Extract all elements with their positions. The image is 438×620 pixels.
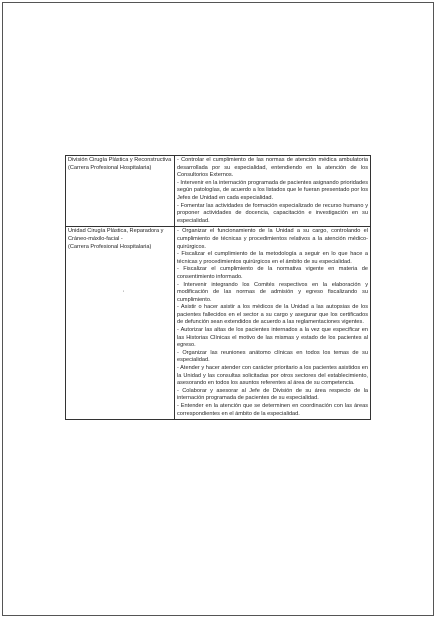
duty-item: - Organizar las reuniones anátomo clínicas en todos los temas de su especialidad.	[177, 349, 368, 364]
unit-name: División Cirugía Plástica y Reconstructiva	[68, 157, 172, 163]
duty-item: - Autorizar las altas de los pacientes internados a la vez que especificar en las Historias Clínicas el motivo de las mismas y estado de los pacientes al egreso.	[177, 327, 368, 349]
duty-item: - Colaborar y asesorar al Jefe de División de su área respecto de la internación programada de pacientes de su especialidad.	[177, 387, 368, 402]
duties-cell	[175, 156, 371, 227]
duty-item: - Controlar el cumplimiento de las normas de atención médica ambulatoria desarrollada por su especialidad, entendiendo en la atención de los Consultorios Externos.	[177, 157, 368, 179]
unit-career: (Carrera Profesional Hospitalaria)	[68, 243, 152, 250]
duty-item: - Fomentar las actividades de formación especializado de recurso humano y proponer actividades de docencia, capacitación e investigación en su especialidad.	[177, 202, 368, 224]
unit-name-cell	[66, 156, 175, 227]
scan-mark: '	[123, 291, 125, 297]
table-row	[66, 156, 371, 227]
table-row	[66, 227, 371, 420]
duty-item: - Intervenir en la internación programada de pacientes asignando prioridades según patologías, de acuerdo a los listados que le fueran presentado por los Jefes de Unidad en cada especialidad.	[177, 179, 368, 201]
unit-career: (Carrera Profesional Hospitalaria)	[68, 164, 152, 171]
duty-item: - Entender en la atención que se determinen en coordinación con las áreas correspondientes en el ámbito de la especialidad.	[177, 403, 368, 417]
unit-name: Unidad Cirugía Plástica, Reparadora y Cráneo-máxilo-facial -	[68, 228, 164, 242]
duty-item: - Atender y hacer atender con carácter prioritario a los pacientes asistidos en la Unidad y las consultas solicitadas por otros sectores del establecimiento, asesorando en todos los asuntos referentes al área de su competencia.	[177, 365, 368, 387]
functions-table	[65, 155, 371, 420]
duty-item: - Organizar el funcionamiento de la Unidad a su cargo, controlando el cumplimiento de técnicas y procedimientos relativos a la atención médico-quirúrgicos.	[177, 228, 368, 250]
duty-item: - Asistir o hacer asistir a los médicos de la Unidad a las autopsias de los pacientes fallecidos en el sector a su cargo y asegurar que los certificados de defunción sean extendidos de acuerdo a las reglamentaciones vigentes.	[177, 304, 368, 326]
duty-item: - Intervenir integrando los Comités respectivos en la elaboración y modificación de las normas de admisión y egreso fiscalizando su cumplimiento.	[177, 281, 368, 303]
duties-cell	[175, 227, 371, 420]
duty-item: - Fiscalizar el cumplimiento de la metodología a seguir en lo que hace a técnicas y procedimientos quirúrgicos en el ámbito de su especialidad.	[177, 251, 368, 265]
duty-item: - Fiscalizar el cumplimiento de la normativa vigente en materia de consentimiento informado.	[177, 266, 368, 280]
unit-name-cell	[66, 227, 175, 420]
